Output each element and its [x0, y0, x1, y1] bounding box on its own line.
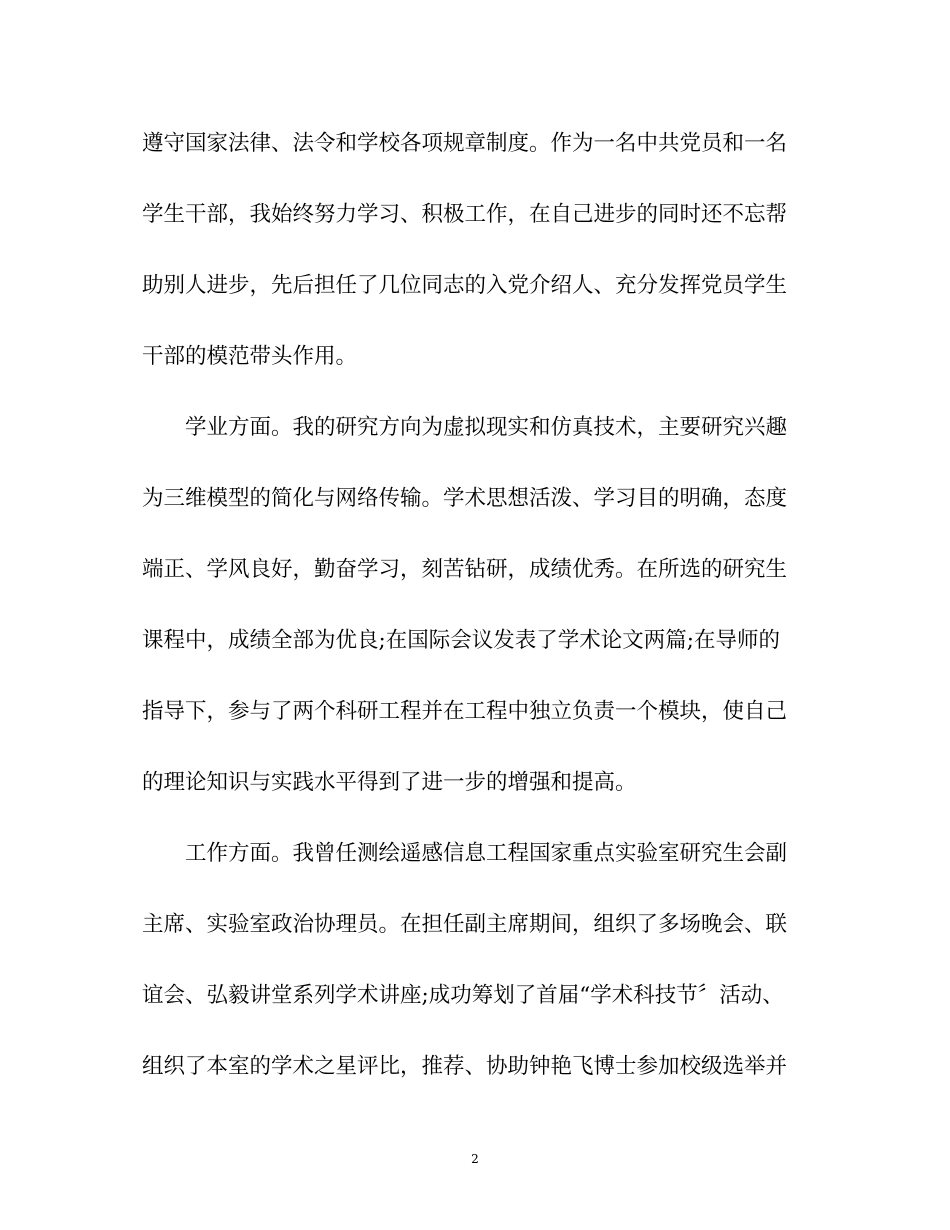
paragraph-first-line: 学业方面。我的研究方向为虚拟现实和仿真技术，主要研究兴趣 [185, 415, 788, 440]
text-line: 学生干部，我始终努力学习、积极工作，在自己进步的同时还不忘帮 [142, 202, 788, 227]
text-line: 助别人进步，先后担任了几位同志的入党介绍人、充分发挥党员学生 [142, 273, 788, 298]
text-line: 指导下，参与了两个科研工程并在工程中独立负责一个模块，使自己 [142, 699, 788, 724]
page-number: 2 [471, 1152, 479, 1166]
text-line: 组织了本室的学术之星评比，推荐、协助钟艳飞博士参加校级选举并 [142, 1054, 788, 1079]
text-line: 课程中，成绩全部为优良;在国际会议发表了学术论文两篇;在导师的 [142, 628, 780, 653]
text-line: 端正、学风良好，勤奋学习，刻苦钻研，成绩优秀。在所选的研究生 [142, 557, 788, 582]
text-line: 为三维模型的简化与网络传输。学术思想活泼、学习目的明确，态度 [142, 486, 788, 511]
paragraph-first-line: 工作方面。我曾任测绘遥感信息工程国家重点实验室研究生会副 [185, 841, 788, 866]
text-line: 谊会、弘毅讲堂系列学术讲座;成功筹划了首届“学术科技节〞活动、 [142, 983, 784, 1008]
text-line: 的理论知识与实践水平得到了进一步的增强和提高。 [142, 770, 637, 795]
text-line: 遵守国家法律、法令和学校各项规章制度。作为一名中共党员和一名 [142, 131, 788, 156]
text-line: 干部的模范带头作用。 [142, 344, 358, 369]
text-line: 主席、实验室政治协理员。在担任副主席期间，组织了多场晚会、联 [142, 912, 788, 937]
